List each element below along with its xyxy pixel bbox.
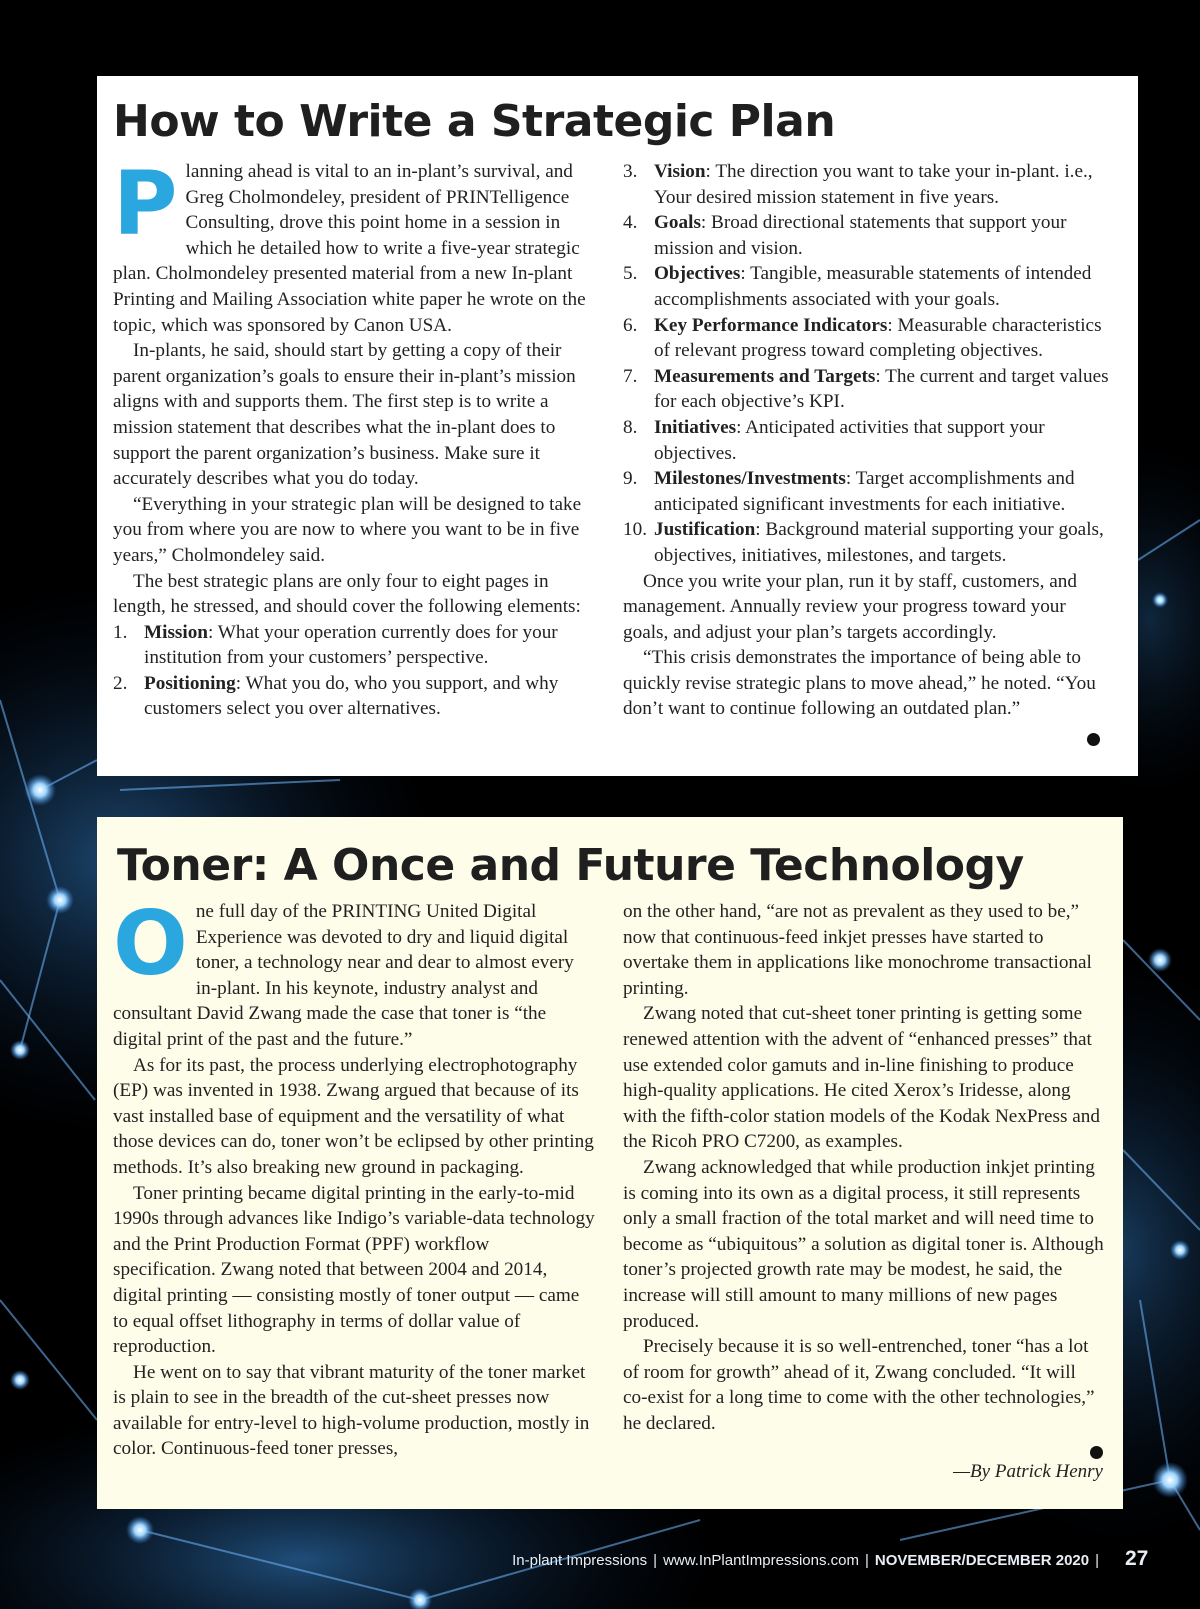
issue-date: NOVEMBER/DECEMBER 2020 (874, 1552, 1090, 1569)
article-paragraph: Zwang noted that cut-sheet toner printing is getting some renewed attention with the advent of “enhanced presses” that use extended color gamuts and in-line finishing to produce high-quality applications. He cited Xerox’s Iridesse, along with the fifth-color station models of the Kodak NexPress and the Ricoh PRO C7200, as examples. (623, 1003, 1100, 1153)
publication-name: In-plant Impressions (512, 1552, 648, 1569)
website-url: www.InPlantImpressions.com (663, 1552, 859, 1569)
article-paragraph: Planning ahead is vital to an in-plant’s survival, and Greg Cholmondeley, president of PRINTelligence Consulting, drove this point home in a session in which he detailed how to write a five-year strategic plan. Cholmondeley presented material from a new In-plant Printing and Mailing Association white paper he wrote on the topic, which was sponsored by Canon USA. (113, 152, 586, 336)
article-paragraph: Precisely because it is so well-entrenched, toner “has a lot of room for growth” ahead of it, Zwang concluded. “It will co-exist for a long time to come with the other technologies,” he declared. (623, 1336, 1095, 1434)
drop-cap: P (113, 152, 178, 255)
article-paragraph: “Everything in your strategic plan will be designed to take you from where you are now to where you want to be in five years,” Cholmondeley said. (113, 493, 582, 566)
article-strategic-plan (97, 76, 1138, 776)
list-item: 2. Positioning: What you do, who you support, and why customers select you over alternatives. (113, 672, 559, 720)
article-title: How to Write a Strategic Plan (113, 96, 836, 147)
list-item: 3. Vision: The direction you want to take your in-plant. i.e., Your desired mission statement in five years. (623, 161, 1093, 208)
end-of-article-bullet (1090, 1446, 1103, 1459)
byline: —By Patrick Henry (953, 1461, 1103, 1482)
article-column-left (113, 152, 596, 722)
article-paragraph: As for its past, the process underlying electrophotography (EP) was invented in 1938. Zwang argued that because of its vast installed base of equipment and the versatility of what those devices can do, toner won’t be eclipsed by other printing methods. It’s also breaking new ground in packaging. (113, 1054, 594, 1178)
article-column-right (623, 899, 1105, 1436)
list-item: 1. Mission: What your operation currently does for your institution from your customers’ perspective. (113, 621, 558, 669)
article-paragraph: Toner printing became digital printing in the early-to-mid 1990s through advances like Indigo’s variable-data technology and the Print Production Format (PPF) workflow specification. Zwang noted that between 2004 and 2014, digital printing — consisting mostly of toner output — came to equal offset lithography in terms of dollar value of reproduction. (113, 1182, 595, 1358)
article-paragraph: on the other hand, “are not as prevalent as they used to be,” now that continuous-feed inkjet presses have started to overtake them in applications like monochrome transactional printing. (623, 901, 1092, 999)
article-paragraph: The best strategic plans are only four to eight pages in length, he stressed, and should cover the following elements: (113, 570, 581, 618)
end-of-article-bullet (1087, 733, 1100, 746)
list-item: 5. Objectives: Tangible, measurable statements of intended accomplishments associated with your goals. (623, 263, 1092, 310)
article-title: Toner: A Once and Future Technology (117, 840, 1024, 891)
footer-text: In-plant Impressions | www.InPlantImpressions.com | NOVEMBER/DECEMBER 2020 | (512, 1552, 1099, 1569)
list-item: 10. Justification: Background material supporting your goals, objectives, initiatives, milestones, and targets. (623, 519, 1104, 566)
article-column-right (623, 159, 1115, 722)
list-item: 4. Goals: Broad directional statements that support your mission and vision. (623, 212, 1067, 259)
list-item: 6. Key Performance Indicators: Measurable characteristics of relevant progress toward completing objectives. (623, 314, 1102, 362)
page-number: 27 (1125, 1547, 1149, 1570)
drop-cap: O (113, 892, 188, 995)
article-column-left (113, 892, 596, 1462)
list-item: 9. Milestones/Investments: Target accomplishments and anticipated significant investments for each initiative. (623, 468, 1075, 515)
article-paragraph: Zwang acknowledged that while production inkjet printing is coming into its own as a digital process, it still represents only a small fraction of the total market and will need time to become as “ubiquitous” a solution as digital toner is. Although toner’s projected growth rate may be modest, he said, the increase will still amount to many millions of new pages produced. (623, 1156, 1104, 1332)
article-paragraph: Once you write your plan, run it by staff, customers, and management. Annually review your progress toward your goals, and adjust your plan’s targets accordingly. (623, 570, 1077, 643)
elements-list (623, 159, 1115, 569)
list-item: 8. Initiatives: Anticipated activities that support your objectives. (623, 416, 1045, 464)
article-toner-technology (97, 817, 1123, 1509)
list-item: 7. Measurements and Targets: The current and target values for each objective’s KPI. (623, 365, 1109, 413)
article-paragraph: In-plants, he said, should start by getting a copy of their parent organization’s goals to ensure their in-plant’s mission aligns with and supports them. The first step is to write a mission statement that describes what the in-plant does to support the parent organization’s business. Make sure it accurately describes what you do today. (113, 340, 576, 490)
article-paragraph: “This crisis demonstrates the importance of being able to quickly revise strategic plans to move ahead,” he noted. “You don’t want to continue following an outdated plan.” (623, 647, 1096, 720)
article-paragraph: One full day of the PRINTING United Digital Experience was devoted to dry and liquid digital toner, a technology near and dear to almost every in-plant. In his keynote, industry analyst and consultant David Zwang made the case that toner is “the digital print of the past and the future.” (113, 892, 574, 1050)
page-footer (0, 1547, 1200, 1573)
article-paragraph: He went on to say that vibrant maturity of the toner market is plain to see in the breadth of the cut-sheet presses now available for entry-level to high-volume production, mostly in color. Continuous-feed toner presses, (113, 1361, 590, 1460)
elements-list (113, 620, 596, 722)
